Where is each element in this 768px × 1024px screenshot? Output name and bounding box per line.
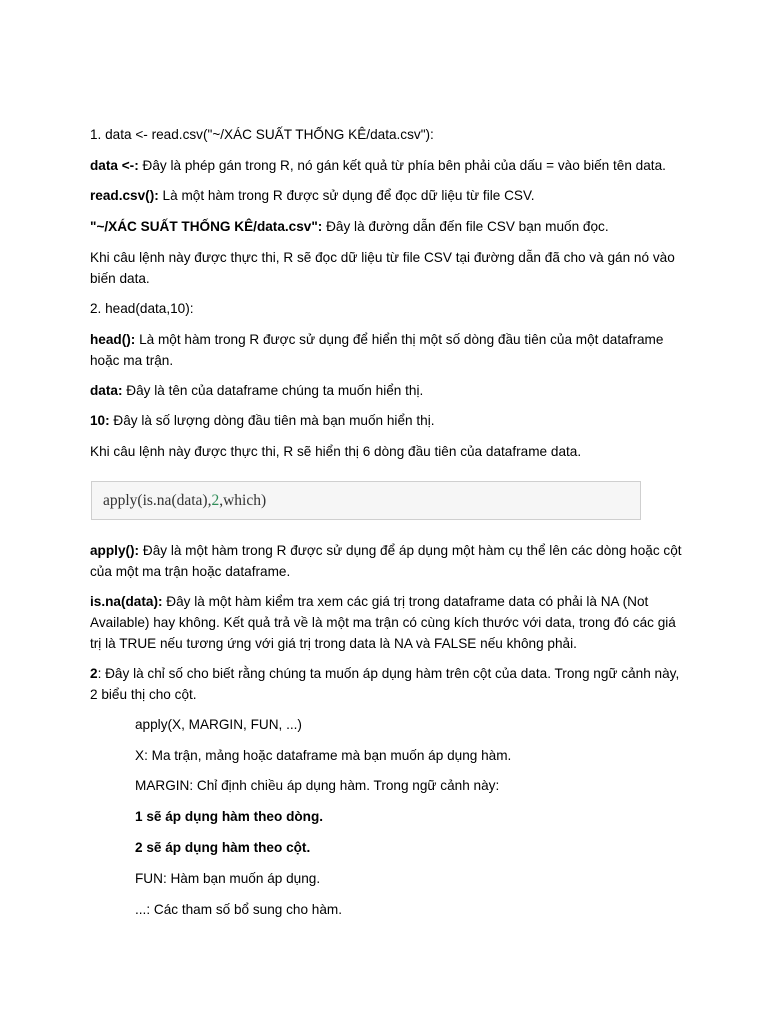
- data-assign-term: data <-:: [90, 158, 139, 173]
- margin-two-desc: : Đây là chỉ số cho biết rằng chúng ta muốn áp dụng hàm trên cột của data. Trong ngữ cảnh này, 2 biểu thị cho cột.: [90, 666, 680, 702]
- data-name-desc: Đây là tên của dataframe chúng ta muốn hiển thị.: [122, 383, 424, 398]
- x-param-text: X: Ma trận, mảng hoặc dataframe mà bạn muốn áp dụng hàm.: [135, 748, 512, 763]
- dots-param-text: ...: Các tham số bổ sung cho hàm.: [135, 902, 343, 917]
- exec-1-text: Khi câu lệnh này được thực thi, R sẽ đọc dữ liệu từ file CSV tại đường dẫn đã cho và gán nó vào biến data.: [90, 250, 675, 286]
- data-name-paragraph: [90, 380, 690, 401]
- margin-2-line: [135, 837, 695, 858]
- section-1-heading: [90, 124, 690, 145]
- data-assign-desc: Đây là phép gán trong R, nó gán kết quả từ phía bên phải của dấu = vào biến tên data.: [138, 158, 666, 173]
- isna-desc: Đây là một hàm kiểm tra xem các giá trị trong dataframe data có phải là NA (Not Available) hay không. Kết quả trả về là một ma trận có cùng kích thước với data, trong đó các giá trị là TRUE nếu tương ứng với giá trị trong data là NA và FALSE nếu không phải.: [90, 594, 676, 651]
- section-1-heading-text: 1. data <- read.csv("~/XÁC SUẤT THỐNG KÊ/data.csv"):: [90, 127, 434, 142]
- data-name-term: data:: [90, 383, 123, 398]
- code-number: 2: [211, 492, 220, 509]
- ten-term: 10:: [90, 413, 110, 428]
- x-param-line: [135, 745, 695, 766]
- apply-signature: [135, 714, 695, 735]
- section-2-heading: [90, 298, 690, 319]
- fun-param-line: [135, 868, 695, 889]
- path-paragraph: [90, 216, 690, 237]
- section-2-heading-text: 2. head(data,10):: [90, 301, 194, 316]
- exec-2-text: Khi câu lệnh này được thực thi, R sẽ hiển thị 6 dòng đầu tiên của dataframe data.: [90, 444, 582, 459]
- fun-param-text: FUN: Hàm bạn muốn áp dụng.: [135, 871, 321, 886]
- isna-paragraph: [90, 591, 690, 654]
- margin-param-line: [135, 775, 695, 796]
- apply-term: apply():: [90, 543, 140, 558]
- exec-1-paragraph: [90, 247, 690, 289]
- ten-desc: Đây là số lượng dòng đầu tiên mà bạn muốn hiển thị.: [109, 413, 435, 428]
- read-csv-desc: Là một hàm trong R được sử dụng để đọc dữ liệu từ file CSV.: [158, 188, 535, 203]
- margin-param-text: MARGIN: Chỉ định chiều áp dụng hàm. Trong ngữ cảnh này:: [135, 778, 500, 793]
- path-desc: Đây là đường dẫn đến file CSV bạn muốn đọc.: [322, 219, 609, 234]
- head-term: head():: [90, 332, 136, 347]
- exec-2-paragraph: [90, 441, 690, 462]
- margin-two-term: 2: [90, 666, 98, 681]
- margin-1-line: [135, 806, 695, 827]
- dots-param-line: [135, 899, 695, 920]
- code-before: apply(is.na(data),: [103, 492, 212, 509]
- read-csv-paragraph: [90, 185, 690, 206]
- apply-signature-text: apply(X, MARGIN, FUN, ...): [135, 717, 302, 732]
- margin-1-text: 1 sẽ áp dụng hàm theo dòng.: [135, 809, 324, 824]
- apply-paragraph: [90, 540, 690, 582]
- margin-two-paragraph: [90, 663, 690, 705]
- path-term: "~/XÁC SUẤT THỐNG KÊ/data.csv":: [90, 219, 323, 234]
- apply-desc: Đây là một hàm trong R được sử dụng để áp dụng một hàm cụ thể lên các dòng hoặc cột của một ma trận hoặc dataframe.: [90, 543, 682, 579]
- code-after: ,which): [219, 492, 267, 509]
- head-desc: Là một hàm trong R được sử dụng để hiển thị một số dòng đầu tiên của một dataframe hoặc ma trận.: [90, 332, 664, 368]
- code-snippet-box: [91, 481, 641, 520]
- margin-2-text: 2 sẽ áp dụng hàm theo cột.: [135, 840, 311, 855]
- data-assign-paragraph: [90, 155, 690, 176]
- ten-paragraph: [90, 410, 690, 431]
- code-snippet: [103, 491, 266, 511]
- read-csv-term: read.csv():: [90, 188, 159, 203]
- head-paragraph: [90, 329, 690, 371]
- isna-term: is.na(data):: [90, 594, 163, 609]
